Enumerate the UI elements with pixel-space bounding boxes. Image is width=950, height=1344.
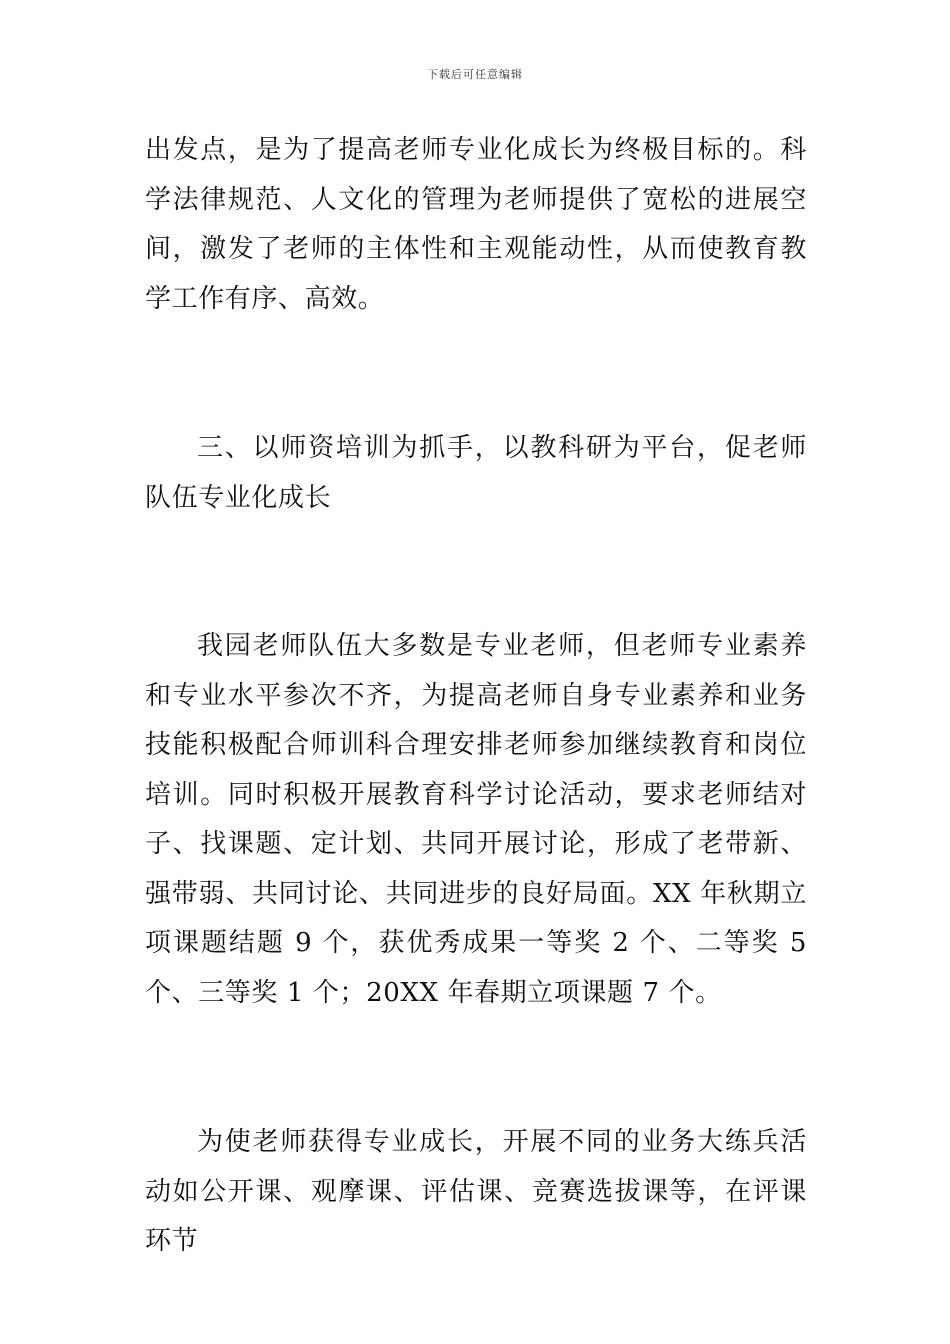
paragraph-teacher-training <box>145 622 807 1018</box>
header-note: 下载后可任意编辑 <box>427 68 523 81</box>
section-heading <box>145 424 807 523</box>
paragraph-text: 为使老师获得专业成长，开展不同的业务大练兵活动如公开课、观摩课、评估课、竞赛选拔课等，在评课环节 <box>145 1127 807 1256</box>
paragraph-professional-growth <box>145 1118 807 1267</box>
paragraph-continuation <box>145 126 807 324</box>
paragraph-text: 我园老师队伍大多数是专业老师，但老师专业素养和专业水平参次不齐，为提高老师自身专业素养和业务技能积极配合师训科合理安排老师参加继续教育和岗位培训。同时积极开展教育科学讨论活动，要求老师结对子、找课题、定计划、共同开展讨论，形成了老带新、强带弱、共同讨论、共同进步的良好局面。XX 年秋期立项课题结题 9 个，获优秀成果一等奖 2 个、二等奖 5 个、三等奖 1 个；20XX 年春期立项课题 7 个。 <box>145 631 807 1008</box>
section-heading-text: 三、以师资培训为抓手，以教科研为平台，促老师队伍专业化成长 <box>145 433 807 513</box>
paragraph-text: 出发点，是为了提高老师专业化成长为终极目标的。科学法律规范、人文化的管理为老师提供了宽松的进展空间，激发了老师的主体性和主观能动性，从而使教育教学工作有序、高效。 <box>145 135 807 314</box>
